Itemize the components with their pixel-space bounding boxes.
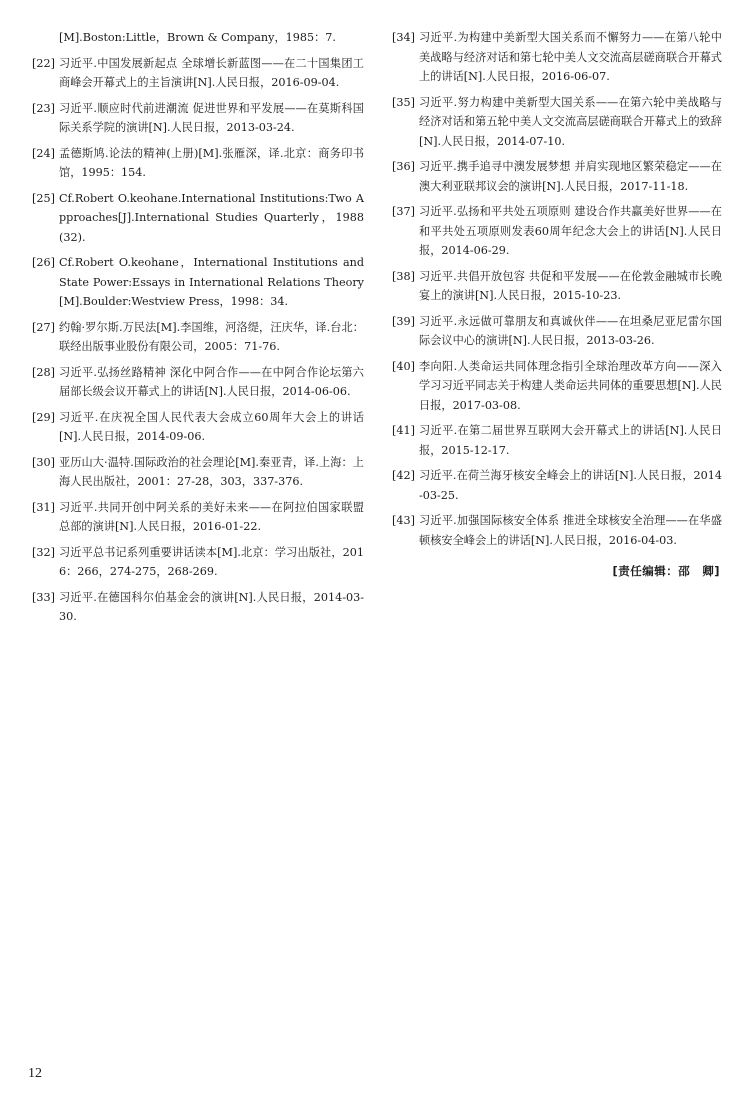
responsible-editor: [责任编辑：邵 卿] — [612, 564, 720, 578]
reference-text: 亚历山大·温特.国际政治的社会理论[M].秦亚青，译.上海：上海人民出版社，2001：27-28，303，337-376. — [59, 455, 364, 488]
reference-text: 习近平.弘扬和平共处五项原则 建设合作共赢美好世界——在和平共处五项原则发表60周年纪念大会上的讲话[N].人民日报，2014-06-29. — [419, 205, 722, 257]
reference-item — [32, 498, 364, 537]
reference-item — [32, 588, 364, 627]
reference-item — [392, 357, 722, 416]
reference-text: 孟德斯鸠.论法的精神(上册)[M].张雁深，译.北京：商务印书馆，1995：154. — [59, 146, 364, 179]
reference-item — [392, 202, 722, 261]
reference-number: [40] — [392, 359, 415, 373]
reference-item — [32, 363, 364, 402]
reference-number: [24] — [32, 146, 55, 160]
reference-item — [32, 543, 364, 582]
reference-text: 习近平.永远做可靠朋友和真诚伙伴——在坦桑尼亚尼雷尔国际会议中心的演讲[N].人民日报，2013-03-26. — [419, 314, 722, 347]
reference-item — [32, 99, 364, 138]
reference-text: 习近平.为构建中美新型大国关系而不懈努力——在第八轮中美战略与经济对话和第七轮中美人文交流高层磋商联合开幕式上的讲话[N].人民日报，2016-06-07. — [419, 31, 722, 83]
reference-text: 习近平.努力构建中美新型大国关系——在第六轮中美战略与经济对话和第五轮中美人文交流高层磋商联合开幕式上的致辞[N].人民日报，2014-07-10. — [419, 95, 722, 148]
reference-text: Cf.Robert O.keohane，International Institutions and State Power:Essays in International Relations Theory[M].Boulder:Westview Press，1998：34. — [59, 256, 364, 308]
reference-item — [32, 28, 364, 48]
reference-number: [33] — [32, 590, 55, 604]
reference-number: [25] — [32, 191, 55, 205]
reference-item — [32, 253, 364, 312]
reference-number: [29] — [32, 410, 55, 424]
reference-item — [392, 93, 722, 152]
reference-item — [392, 28, 722, 87]
reference-item — [392, 267, 722, 306]
reference-item — [32, 408, 364, 447]
reference-number: [42] — [392, 469, 415, 482]
reference-item — [392, 511, 722, 550]
reference-text: 约翰·罗尔斯.万民法[M].李国维，河洛缇，汪庆华，译.台北：联经出版事业股份有限公司，2005：71-76. — [59, 320, 364, 353]
reference-number: [43] — [392, 514, 415, 527]
reference-number: [39] — [392, 314, 415, 328]
references-right-column — [392, 28, 722, 556]
reference-number: [32] — [32, 545, 55, 559]
reference-item — [32, 54, 364, 93]
reference-text: 习近平.弘扬丝路精神 深化中阿合作——在中阿合作论坛第六届部长级会议开幕式上的讲话[N].人民日报，2014-06-06. — [59, 365, 364, 398]
reference-text: 习近平.共倡开放包容 共促和平发展——在伦敦金融城市长晚宴上的演讲[N].人民日报，2015-10-23. — [419, 269, 722, 302]
reference-number: [22] — [32, 56, 55, 70]
reference-number: [23] — [32, 101, 55, 115]
reference-text: Cf.Robert O.keohane.International Institutions:Two Approaches[J].International Studies Quarterly，1988(32). — [59, 191, 364, 244]
reference-item — [392, 466, 722, 505]
reference-number: [37] — [392, 205, 415, 218]
reference-item — [392, 157, 722, 196]
reference-number: [34] — [392, 31, 415, 44]
page-number: 12 — [28, 1066, 42, 1081]
reference-text: 习近平.共同开创中阿关系的美好未来——在阿拉伯国家联盟总部的演讲[N].人民日报，2016-01-22. — [59, 500, 364, 533]
reference-number: [26] — [32, 256, 55, 269]
reference-number: [38] — [392, 269, 415, 283]
reference-number: [28] — [32, 365, 55, 379]
reference-item — [392, 312, 722, 351]
references-left-column — [32, 28, 364, 633]
reference-text: 习近平.携手追寻中澳发展梦想 并肩实现地区繁荣稳定——在澳大利亚联邦议会的演讲[N].人民日报，2017-11-18. — [419, 160, 722, 193]
reference-item — [32, 144, 364, 183]
reference-text: 习近平.顺应时代前进潮流 促进世界和平发展——在莫斯科国际关系学院的演讲[N].人民日报，2013-03-24. — [59, 101, 364, 134]
reference-text: 习近平.在庆祝全国人民代表大会成立60周年大会上的讲话[N].人民日报，2014-09-06. — [59, 410, 364, 443]
reference-text: 习近平总书记系列重要讲话读本[M].北京：学习出版社，2016：266，274-275，268-269. — [59, 545, 364, 578]
reference-item — [32, 318, 364, 357]
reference-number: [27] — [32, 320, 55, 334]
reference-number: [30] — [32, 455, 55, 469]
reference-text: 李向阳.人类命运共同体理念指引全球治理改革方向——深入学习习近平同志关于构建人类命运共同体的重要思想[N].人民日报，2017-03-08. — [419, 359, 722, 412]
reference-text: [M].Boston:Little，Brown & Company，1985：7. — [59, 31, 336, 44]
reference-text: 习近平.在荷兰海牙核安全峰会上的讲话[N].人民日报，2014-03-25. — [419, 469, 722, 502]
reference-item — [32, 189, 364, 248]
reference-item — [392, 421, 722, 460]
reference-text: 习近平.在第二届世界互联网大会开幕式上的讲话[N].人民日报，2015-12-17. — [419, 424, 722, 457]
reference-text: 习近平.加强国际核安全体系 推进全球核安全治理——在华盛顿核安全峰会上的讲话[N].人民日报，2016-04-03. — [419, 514, 722, 547]
reference-item — [32, 453, 364, 492]
reference-number: [31] — [32, 500, 55, 514]
reference-number: [36] — [392, 160, 415, 173]
reference-number: [35] — [392, 95, 415, 109]
reference-number: [41] — [392, 424, 415, 437]
reference-text: 习近平.在德国科尔伯基金会的演讲[N].人民日报，2014-03-30. — [59, 590, 364, 623]
reference-text: 习近平.中国发展新起点 全球增长新蓝图——在二十国集团工商峰会开幕式上的主旨演讲[N].人民日报，2016-09-04. — [59, 56, 364, 89]
